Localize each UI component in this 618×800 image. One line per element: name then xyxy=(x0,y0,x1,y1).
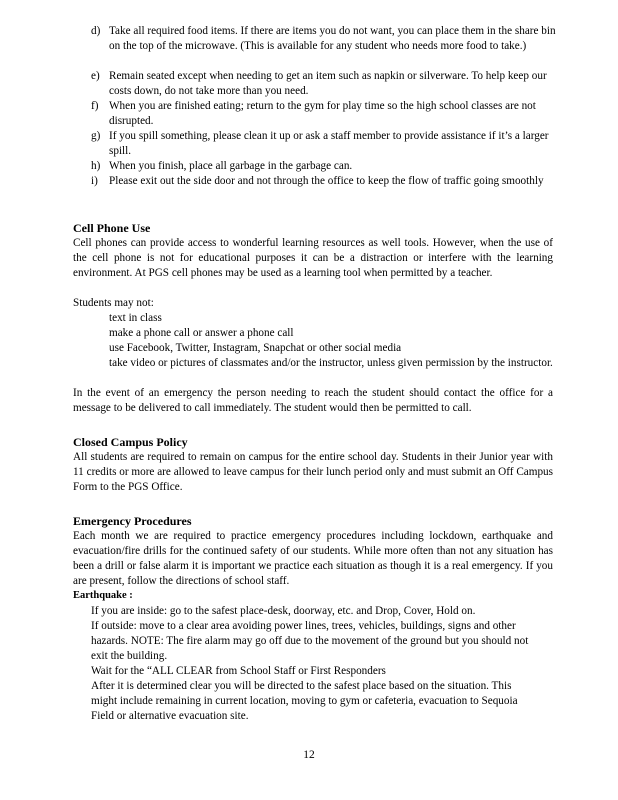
list-label: e) xyxy=(91,70,100,82)
list-text: If you spill something, please clean it up or ask a staff member to provide assistance if it’s a larger spill. xyxy=(109,130,549,157)
list-label: i) xyxy=(91,175,98,187)
emergency-text: Each month we are required to practice emergency procedures including lockdown, earthquake and evacuation/fire drills for the continued safety of our students. While more often than not any situation has been a drill or false alarm it is important we practice each situation as though it is a real emergency. If you are present, follow the directions of school staff. xyxy=(73,530,553,587)
list-text: Remain seated except when needing to get an item such as napkin or silverware. To help keep our costs down, do not take more than you need. xyxy=(109,70,547,97)
bullet-text: make a phone call or answer a phone call xyxy=(109,327,294,339)
bullet-text: After it is determined clear you will be directed to the safest place based on the situation. This might include remaining in current location, moving to gym or cafeteria, evacuation to Sequoia Field or alternative evacuation site. xyxy=(91,680,518,722)
emergency-contact-note: In the event of an emergency the person needing to reach the student should contact the office for a message to be delivered to call immediately. The student would then be permitted to call. xyxy=(73,387,553,414)
bullet-text: If you are inside: go to the safest place-desk, doorway, etc. and Drop, Cover, Hold on. xyxy=(91,605,476,617)
list-text: When you finish, place all garbage in the garbage can. xyxy=(109,160,353,172)
bullet-text: If outside: move to a clear area avoiding power lines, trees, vehicles, buildings, signs and other hazards. NOTE: The fire alarm may go off due to the movement of the ground but you should not exit the building. xyxy=(91,620,529,662)
cell-phone-intro: Cell phones can provide access to wonderful learning resources as well tools. However, when the use of the cell phone is not for educational purposes it can be a distraction or interfere with the learning environment. At PGS cell phones may be used as a learning tool when permitted by a teacher. xyxy=(73,237,553,279)
bullet-text: take video or pictures of classmates and/or the instructor, unless given permission by the instructor. xyxy=(109,357,553,369)
closed-campus-heading: Closed Campus Policy xyxy=(73,435,188,449)
list-label: g) xyxy=(91,130,101,142)
bullet-text: text in class xyxy=(109,312,162,324)
list-text: When you are finished eating; return to the gym for play time so the high school classes are not disrupted. xyxy=(109,100,536,127)
cell-phone-heading: Cell Phone Use xyxy=(73,221,151,235)
closed-campus-text: All students are required to remain on campus for the entire school day. Students in their Junior year with 11 credits or more are allowed to leave campus for their lunch period only and must submit an Off Campus Form to the PGS Office. xyxy=(73,451,553,493)
list-text: Take all required food items. If there are items you do not want, you can place them in the share bin on the top of the microwave. (This is available for any student who needs more food to take.) xyxy=(109,25,556,52)
page-number: 12 xyxy=(303,749,315,761)
bullet-text: Wait for the “ALL CLEAR from School Staff or First Responders xyxy=(91,665,386,677)
list-text: Please exit out the side door and not through the office to keep the flow of traffic going smoothly xyxy=(109,175,544,187)
bullet-text: use Facebook, Twitter, Instagram, Snapchat or other social media xyxy=(109,342,402,354)
list-label: h) xyxy=(91,160,101,172)
students-may-not-label: Students may not: xyxy=(73,297,154,309)
list-label: d) xyxy=(91,25,101,37)
earthquake-label: Earthquake : xyxy=(73,590,133,601)
list-label: f) xyxy=(91,100,99,112)
emergency-heading: Emergency Procedures xyxy=(73,514,192,528)
